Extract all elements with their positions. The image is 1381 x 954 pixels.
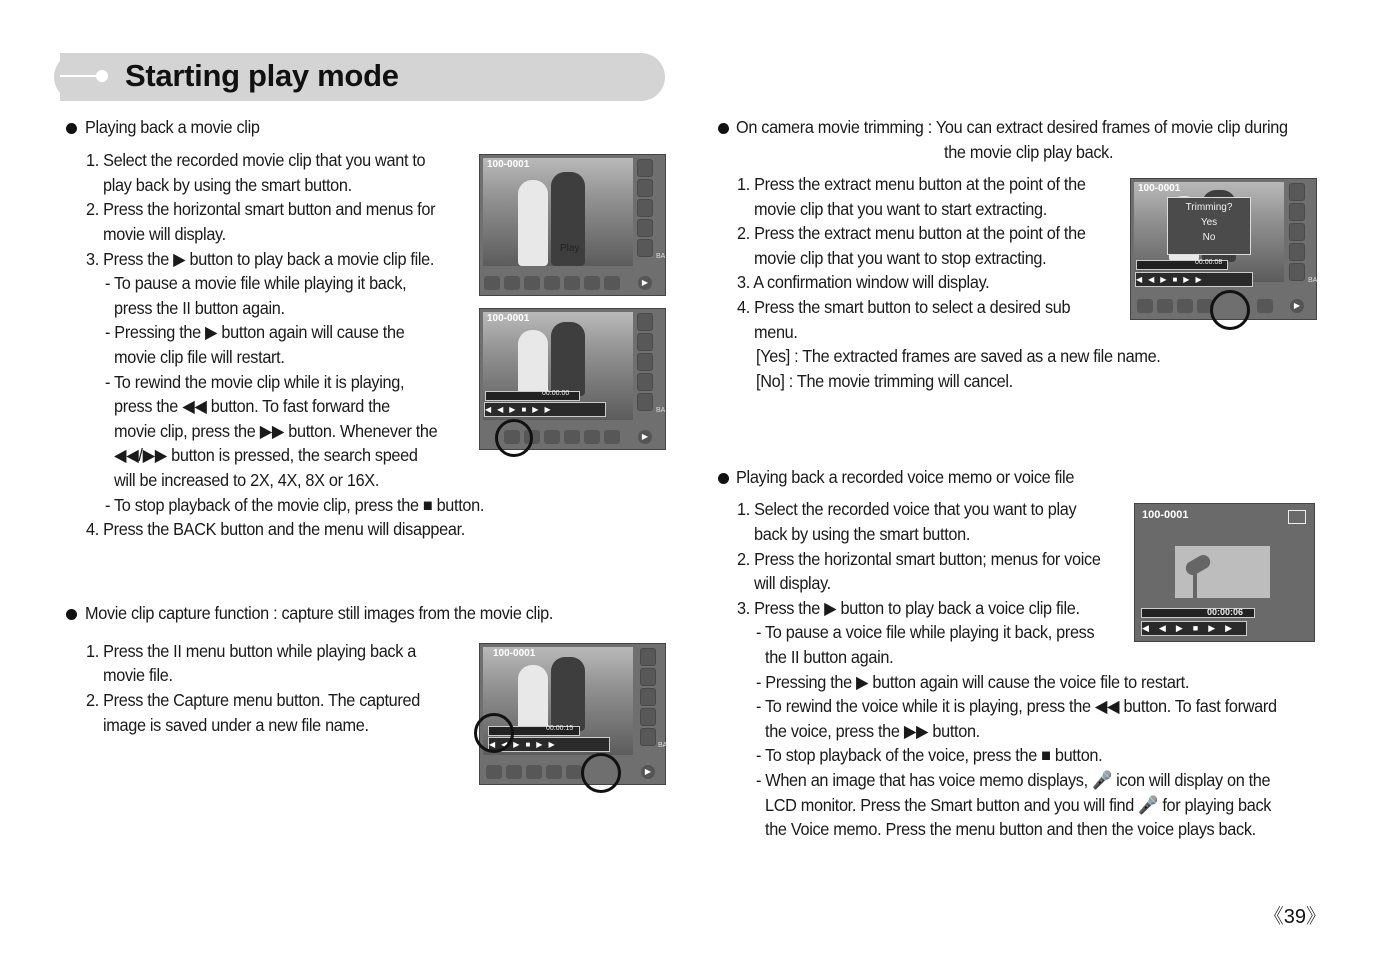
bride-figure (518, 180, 548, 266)
mic-head (1183, 552, 1213, 577)
bottom-button[interactable] (544, 276, 560, 290)
side-button[interactable] (637, 179, 653, 197)
file-number: 100-0001 (493, 648, 536, 659)
bottom-button[interactable] (1137, 299, 1153, 313)
text-line: image is saved under a new file name. (103, 715, 369, 735)
groom-figure (551, 322, 585, 396)
text-line: the II button again. (765, 647, 894, 667)
text-line: 3. A confirmation window will display. (737, 272, 990, 292)
bride-figure (518, 665, 548, 731)
wedding-photo (483, 158, 633, 266)
playback-controls[interactable]: ◀◀▶■▶▶ (1135, 272, 1253, 287)
play-icon[interactable]: ▶ (638, 276, 652, 290)
playback-controls[interactable]: ◀◀▶■▶▶ (484, 402, 606, 417)
text-line: 4. Press the smart button to select a desired sub (737, 297, 1071, 317)
text-line: - When an image that has voice memo displays, 🎤 icon will display on the (756, 770, 1271, 790)
bottom-button[interactable] (486, 765, 502, 779)
bottom-button[interactable] (584, 430, 600, 444)
text-line: - To stop playback of the movie clip, press the ■ button. (105, 495, 485, 515)
camera-screen-play (479, 154, 666, 296)
file-number: 100-0001 (487, 313, 530, 324)
side-button[interactable] (637, 313, 653, 331)
side-button[interactable] (640, 728, 656, 746)
trim-dialog (1167, 197, 1251, 255)
bottom-button[interactable] (1257, 299, 1273, 313)
bottom-button[interactable] (584, 276, 600, 290)
text-line: 1. Select the recorded voice that you want to play (737, 499, 1077, 519)
side-button[interactable] (637, 333, 653, 351)
page-number: 《39》 (1263, 906, 1326, 928)
bottom-button[interactable] (564, 430, 580, 444)
header-line-decoration (60, 75, 100, 77)
bottom-button[interactable] (1157, 299, 1173, 313)
back-label: BA (1308, 277, 1318, 284)
play-icon[interactable]: ▶ (641, 765, 655, 779)
play-label: Play (560, 243, 580, 254)
bottom-button[interactable] (484, 276, 500, 290)
file-number: 100-0001 (487, 159, 530, 170)
text-line: 2. Press the horizontal smart button and menus for (86, 199, 436, 219)
text-line: movie will display. (103, 224, 226, 244)
text-line: - To pause a movie file while playing it back, (105, 273, 407, 293)
side-button[interactable] (637, 353, 653, 371)
side-button[interactable] (640, 648, 656, 666)
text-line: 3. Press the ▶ button to play back a voice clip file. (737, 598, 1080, 618)
text-line: LCD monitor. Press the Smart button and you will find 🎤 for playing back (765, 795, 1272, 815)
text-line: will display. (754, 573, 831, 593)
bottom-button[interactable] (566, 765, 582, 779)
side-button[interactable] (640, 708, 656, 726)
text-line: 4. Press the BACK button and the menu will disappear. (86, 519, 466, 539)
text-line: - Pressing the ▶ button again will cause the (105, 322, 405, 342)
section-heading: On camera movie trimming : You can extract desired frames of movie clip during (736, 117, 1288, 137)
side-button[interactable] (637, 219, 653, 237)
playback-controls[interactable]: ◀◀▶■▶▶ (1141, 621, 1247, 636)
text-line: menu. (754, 322, 798, 342)
groom-figure (551, 657, 585, 731)
text-line: 3. Press the ▶ button to play back a movie clip file. (86, 249, 435, 269)
text-line: 2. Press the Capture menu button. The captured (86, 690, 420, 710)
trim-yes-option[interactable]: Yes (1200, 217, 1218, 228)
bullet-icon (718, 473, 729, 484)
section-heading: Movie clip capture function : capture still images from the movie clip. (85, 603, 554, 623)
play-mode-icon (1288, 510, 1306, 524)
text-line: [Yes] : The extracted frames are saved as a new file name. (756, 346, 1161, 366)
text-line: the Voice memo. Press the menu button and then the voice plays back. (765, 819, 1256, 839)
text-line: 1. Select the recorded movie clip that you want to (86, 150, 426, 170)
header-dot-decoration (96, 70, 108, 82)
bullet-icon (66, 609, 77, 620)
text-line: press the II button again. (114, 298, 285, 318)
bottom-button[interactable] (564, 276, 580, 290)
text-line: [No] : The movie trimming will cancel. (756, 371, 1013, 391)
file-number: 100-0001 (1142, 509, 1189, 521)
time-readout: 00:00:06 (1207, 607, 1244, 617)
text-line: movie clip file will restart. (114, 347, 285, 367)
trim-no-option[interactable]: No (1202, 232, 1216, 243)
play-icon[interactable]: ▶ (1290, 299, 1304, 313)
text-line: movie clip that you want to start extracting. (754, 199, 1047, 219)
text-line: 1. Press the II menu button while playing back a (86, 641, 416, 661)
bottom-button[interactable] (524, 276, 540, 290)
time-readout: 00:00:08 (1195, 259, 1223, 266)
text-line: - To rewind the voice while it is playing, press the ◀◀ button. To fast forward (756, 696, 1277, 716)
text-line: movie clip that you want to stop extracting. (754, 248, 1047, 268)
text-line: back by using the smart button. (754, 524, 971, 544)
text-line: will be increased to 2X, 4X, 8X or 16X. (114, 470, 380, 490)
highlight-circle (474, 713, 514, 753)
side-button[interactable] (637, 159, 653, 177)
file-number: 100-0001 (1138, 183, 1181, 194)
bottom-button[interactable] (504, 276, 520, 290)
highlight-circle (495, 419, 533, 457)
bottom-button[interactable] (546, 765, 562, 779)
section-heading: Playing back a movie clip (85, 117, 260, 137)
page-title: Starting play mode (125, 58, 399, 93)
time-readout: 00:00:15 (546, 725, 574, 732)
section-heading: Playing back a recorded voice memo or voice file (736, 467, 1075, 487)
bride-figure (518, 330, 548, 396)
side-button[interactable] (1289, 243, 1305, 261)
bullet-icon (66, 123, 77, 134)
bottom-button[interactable] (506, 765, 522, 779)
text-line: - To stop playback of the voice, press the ■ button. (756, 745, 1103, 765)
back-label: BA (656, 407, 666, 414)
bottom-button[interactable] (526, 765, 542, 779)
microphone-icon (1175, 546, 1270, 598)
side-button[interactable] (1289, 183, 1305, 201)
side-button[interactable] (1289, 223, 1305, 241)
text-line: 2. Press the extract menu button at the point of the (737, 223, 1086, 243)
section-heading-cont: the movie clip play back. (944, 142, 1114, 162)
playback-controls[interactable]: ◀◀▶■▶▶ (488, 737, 610, 752)
text-line: play back by using the smart button. (103, 175, 352, 195)
camera-screen-capture (479, 643, 666, 785)
side-button[interactable] (1289, 203, 1305, 221)
back-label: BA (658, 742, 668, 749)
camera-screen-voice (1134, 503, 1315, 642)
side-button[interactable] (637, 393, 653, 411)
text-line: ◀◀/▶▶ button is pressed, the search speed (114, 445, 418, 465)
bottom-button[interactable] (1177, 299, 1193, 313)
side-button[interactable] (637, 239, 653, 257)
side-button[interactable] (640, 688, 656, 706)
text-line: movie file. (103, 665, 173, 685)
mic-stand (1193, 574, 1197, 598)
text-line: 2. Press the horizontal smart button; menus for voice (737, 549, 1101, 569)
trim-title: Trimming? (1185, 202, 1233, 213)
time-readout: 00:00:00 (542, 390, 570, 397)
highlight-circle (581, 753, 621, 793)
side-button[interactable] (637, 199, 653, 217)
highlight-circle (1210, 290, 1250, 330)
text-line: 1. Press the extract menu button at the point of the (737, 174, 1086, 194)
bottom-button[interactable] (604, 276, 620, 290)
bullet-icon (718, 123, 729, 134)
back-label: BA (656, 253, 666, 260)
side-button[interactable] (1289, 263, 1305, 281)
text-line: movie clip, press the ▶▶ button. Whenever the (114, 421, 438, 441)
side-button[interactable] (640, 668, 656, 686)
play-icon[interactable]: ▶ (638, 430, 652, 444)
bottom-button[interactable] (544, 430, 560, 444)
text-line: - Pressing the ▶ button again will cause the voice file to restart. (756, 672, 1190, 692)
bottom-button[interactable] (604, 430, 620, 444)
text-line: the voice, press the ▶▶ button. (765, 721, 980, 741)
side-button[interactable] (637, 373, 653, 391)
text-line: - To pause a voice file while playing it back, press (756, 622, 1095, 642)
text-line: - To rewind the movie clip while it is playing, (105, 372, 405, 392)
text-line: press the ◀◀ button. To fast forward the (114, 396, 390, 416)
